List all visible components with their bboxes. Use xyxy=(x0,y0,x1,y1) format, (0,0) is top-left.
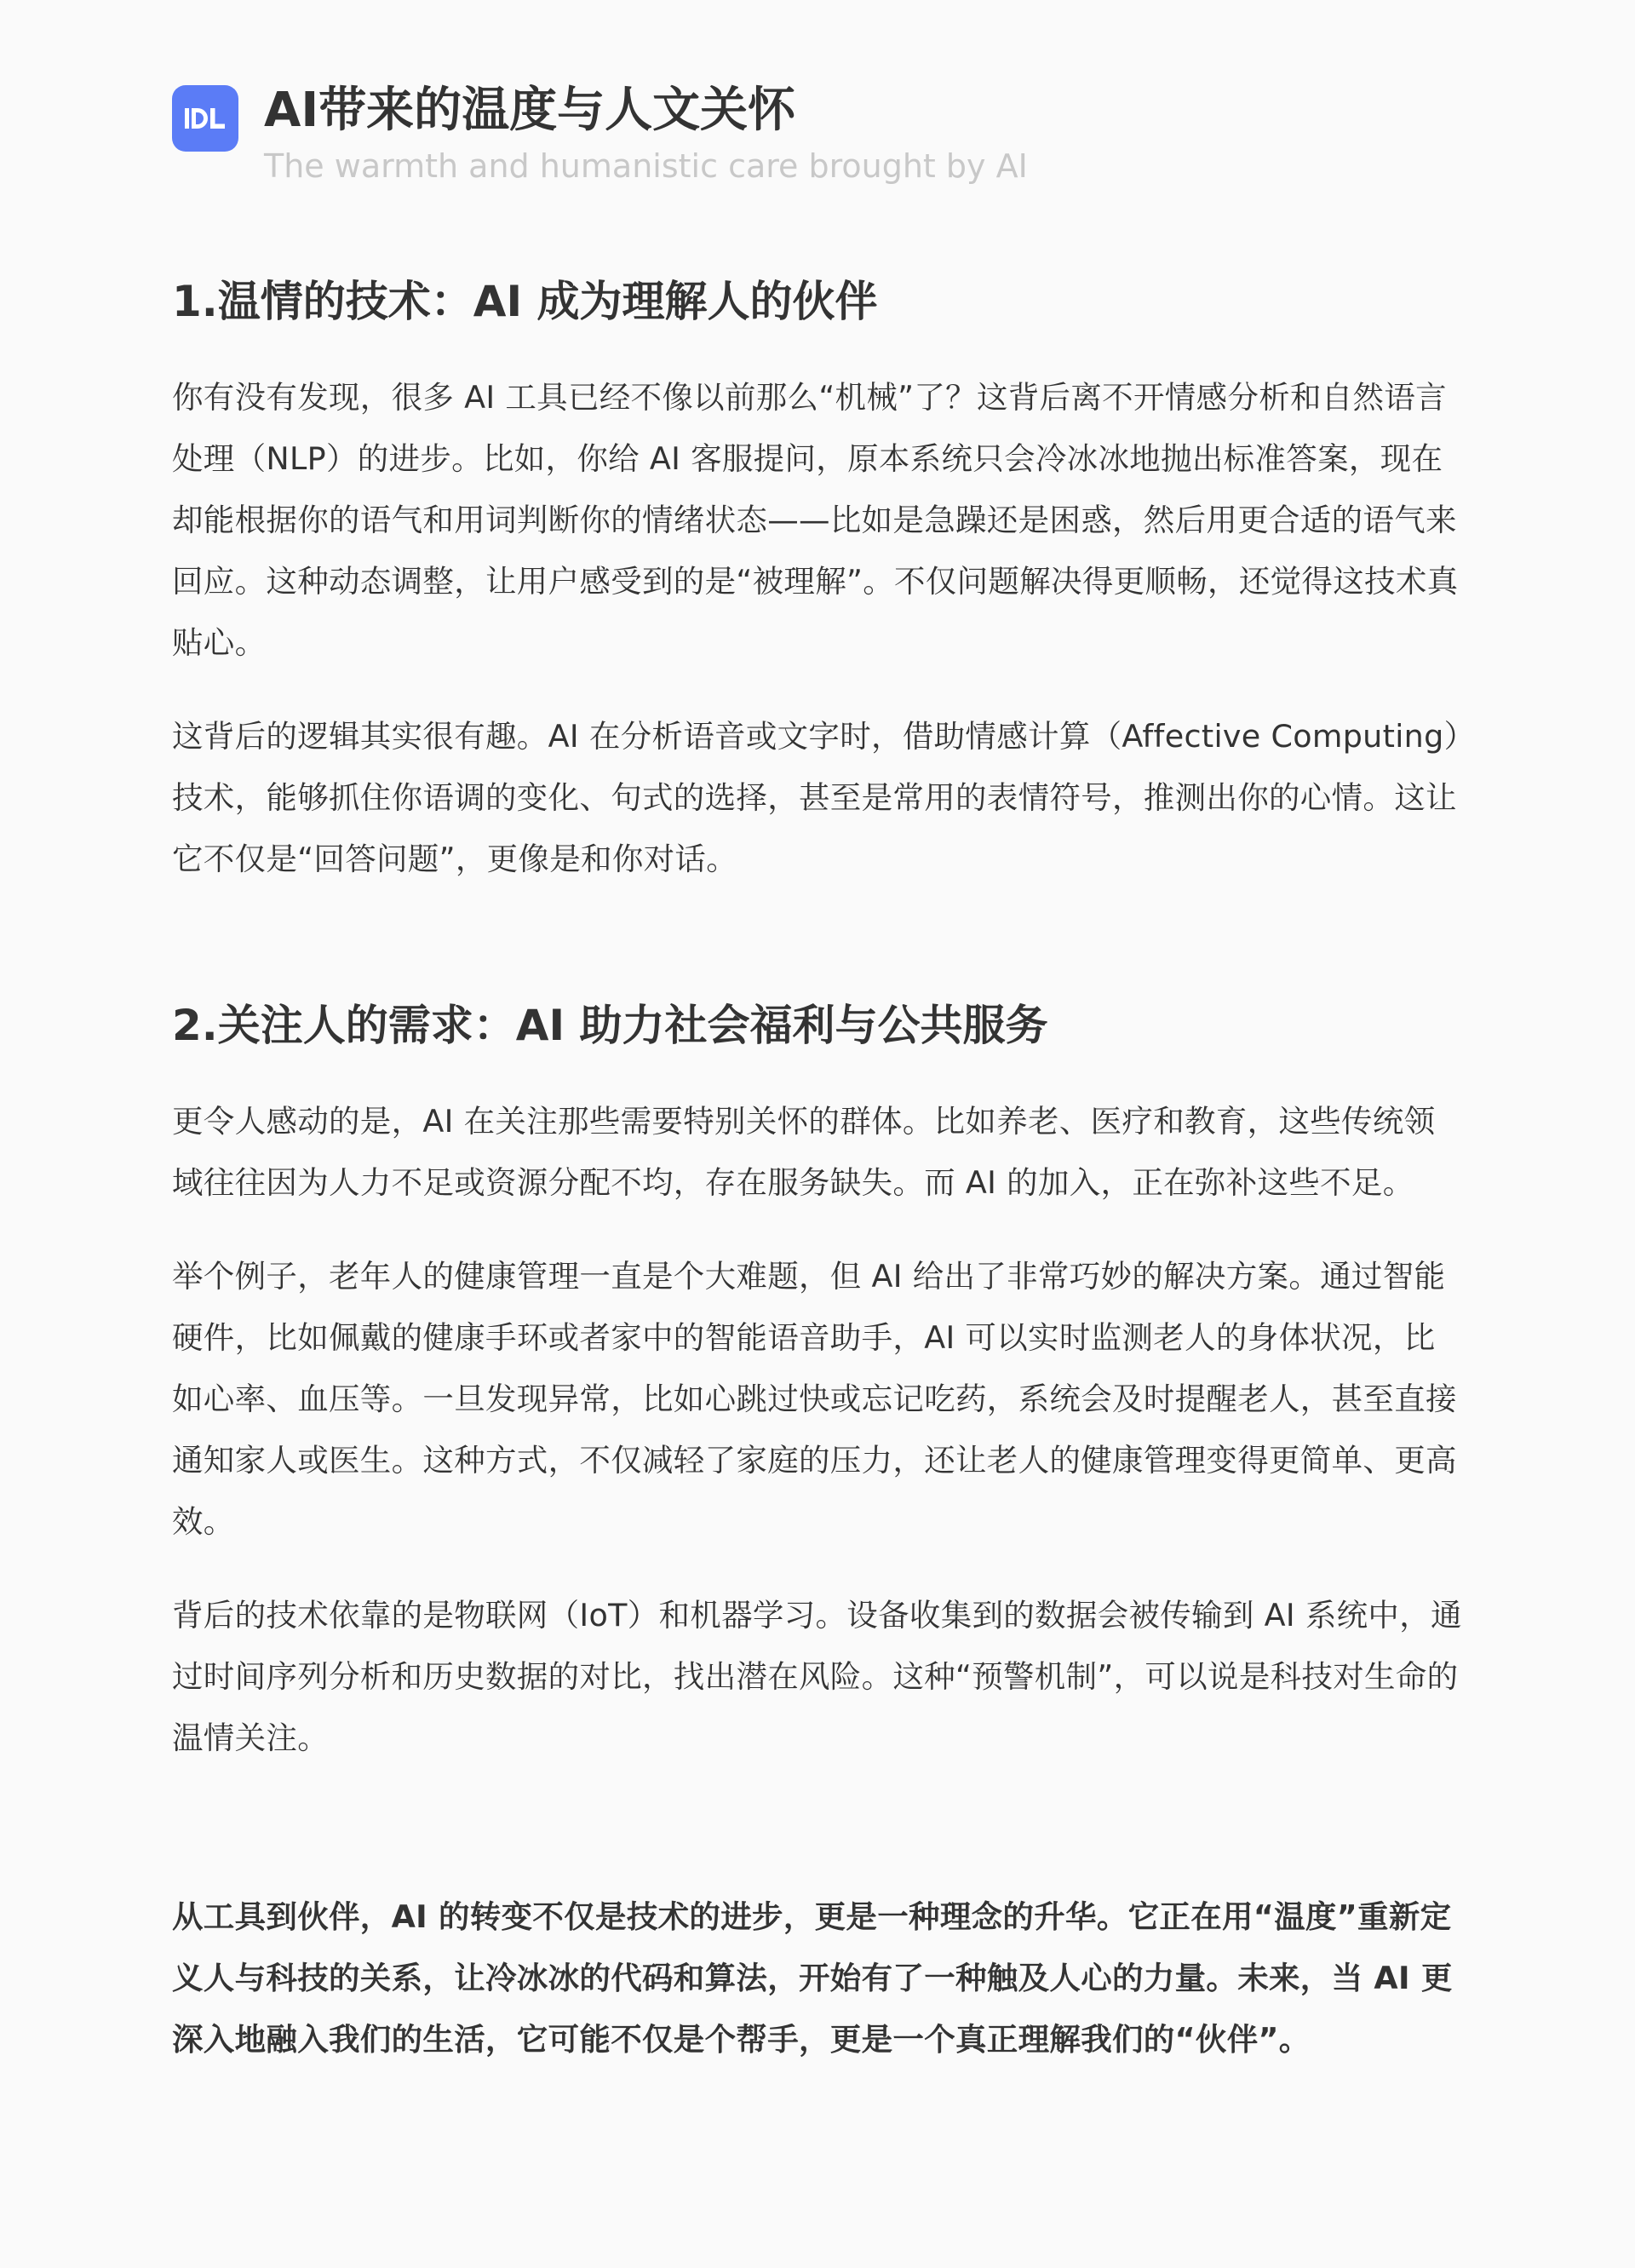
section-1 xyxy=(172,268,1463,890)
article-header xyxy=(172,0,1463,221)
paragraph: 这背后的逻辑其实很有趣。AI 在分析语音或文字时，借助情感计算（Affective Computing）技术，能够抓住你语调的变化、句式的选择，甚至是常用的表情符号，推测出你的心情。这让它不仅是“回答问题”，更像是和你对话。 xyxy=(172,718,1460,877)
brand-logo xyxy=(172,85,238,152)
section-2 xyxy=(172,992,1463,1769)
paragraph: 举个例子，老年人的健康管理一直是个大难题，但 AI 给出了非常巧妙的解决方案。通过智能硬件，比如佩戴的健康手环或者家中的智能语音助手，AI 可以实时监测老人的身体状况，比如心率、血压等。一旦发现异常，比如心跳过快或忘记吃药，系统会及时提醒老人，甚至直接通知家人或医生。这种方式，不仅减轻了家庭的压力，还让老人的健康管理变得更简单、更高效。 xyxy=(172,1258,1457,1540)
page-title: AI带来的温度与人文关怀 xyxy=(264,83,796,138)
dl-logo-icon xyxy=(183,106,227,131)
paragraph: 背后的技术依靠的是物联网（IoT）和机器学习。设备收集到的数据会被传输到 AI 系统中，通过时间序列分析和历史数据的对比，找出潜在风险。这种“预警机制”，可以说是科技对生命的温情关注。 xyxy=(172,1597,1462,1756)
page-subtitle: The warmth and humanistic care brought by AI xyxy=(264,147,1028,185)
paragraph: 你有没有发现，很多 AI 工具已经不像以前那么“机械”了？这背后离不开情感分析和自然语言处理（NLP）的进步。比如，你给 AI 客服提问，原本系统只会冷冰冰地抛出标准答案，现在却能根据你的语气和用词判断你的情绪状态——比如是急躁还是困惑，然后用更合适的语气来回应。这种动态调整，让用户感受到的是“被理解”。不仅问题解决得更顺畅，还觉得这技术真贴心。 xyxy=(172,379,1459,661)
paragraph: 更令人感动的是，AI 在关注那些需要特别关怀的群体。比如养老、医疗和教育，这些传统领域往往因为人力不足或资源分配不均，存在服务缺失。而 AI 的加入，正在弥补这些不足。 xyxy=(172,1103,1436,1201)
section-heading: 2.关注人的需求：AI 助力社会福利与公共服务 xyxy=(172,1001,1048,1050)
conclusion-paragraph: 从工具到伙伴，AI 的转变不仅是技术的进步，更是一种理念的升华。它正在用“温度”重新定义人与科技的关系，让冷冰冰的代码和算法，开始有了一种触及人心的力量。未来，当 AI 更深入地融入我们的生活，它可能不仅是个帮手，更是一个真正理解我们的“伙伴”。 xyxy=(172,1898,1453,2058)
section-heading: 1.温情的技术：AI 成为理解人的伙伴 xyxy=(172,277,878,326)
title-block xyxy=(264,78,1028,187)
